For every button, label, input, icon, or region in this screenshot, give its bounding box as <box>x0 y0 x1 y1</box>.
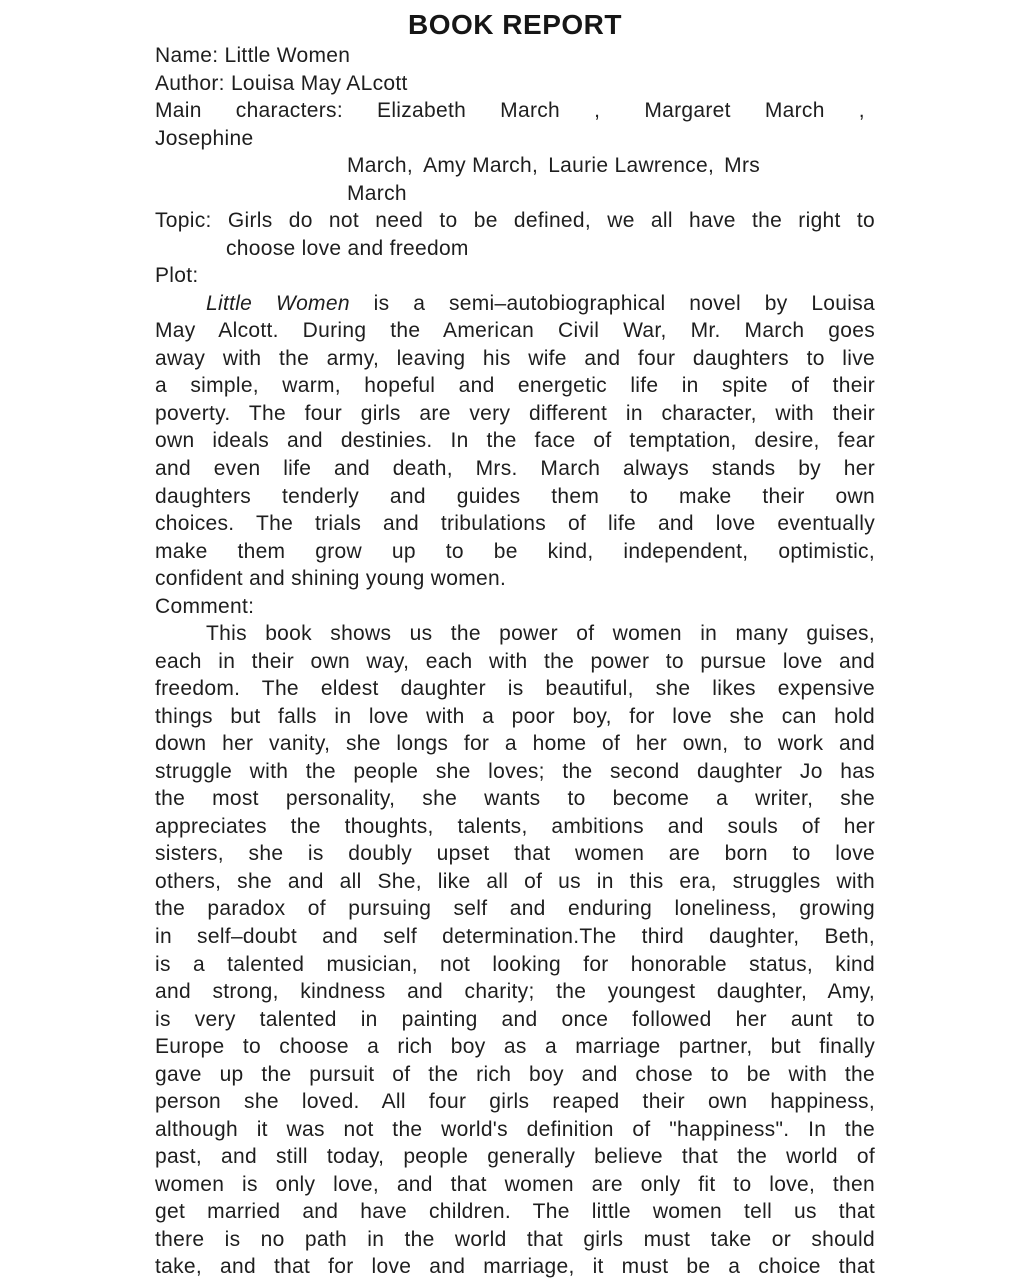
comment-label: Comment: <box>155 594 255 618</box>
comment-line-19: although it was not the world's definition of "happiness". In the <box>155 1117 875 1141</box>
name-field: Name: Little Women <box>155 44 351 67</box>
enumeration-comma: , <box>707 154 715 178</box>
plot-line-3: away with the army, leaving his wife and four daughters to live <box>155 346 875 370</box>
comment-line-14: and strong, kindness and charity; the youngest daughter, Amy, <box>155 980 875 1004</box>
comment-line-10: others, she and all She, like all of us in this era, struggles with <box>155 869 875 893</box>
characters-line-4: March <box>347 181 407 205</box>
characters-line-3: March, Amy March, Laurie Lawrence, Mrs <box>347 154 761 178</box>
comment-line-1: This book shows us the power of women in many guises, <box>206 622 875 646</box>
report-title: BOOK REPORT <box>408 9 622 40</box>
plot-line-9: choices. The trials and tribulations of life and love eventually <box>155 512 875 536</box>
plot-line-8: daughters tenderly and guides them to make their own <box>155 484 875 508</box>
comment-line-4: things but falls in love with a poor boy, for love she can hold <box>155 704 875 728</box>
comment-line-17: gave up the pursuit of the rich boy and chose to be with the <box>155 1062 875 1086</box>
enumeration-comma: , <box>531 154 539 178</box>
report-body <box>155 42 875 1281</box>
comment-line-18: person she loved. All four girls reaped their own happiness, <box>155 1090 875 1114</box>
plot-line-11: confident and shining young women. <box>155 567 507 591</box>
plot-line-4: a simple, warm, hopeful and energetic life in spite of their <box>155 374 875 398</box>
characters-line-2: Josephine <box>155 126 254 150</box>
comment-line-15: is very talented in painting and once followed her aunt to <box>155 1007 875 1031</box>
comment-line-9: sisters, she is doubly upset that women are born to love <box>155 842 875 866</box>
comment-line-3: freedom. The eldest daughter is beautiful, she likes expensive <box>155 677 875 701</box>
comment-line-11: the paradox of pursuing self and enduring loneliness, growing <box>155 897 875 921</box>
comment-line-16: Europe to choose a rich boy as a marriage partner, but finally <box>155 1035 875 1059</box>
enumeration-comma: , <box>858 99 865 123</box>
comment-line-12: in self–doubt and self determination.The third daughter, Beth, <box>155 925 875 948</box>
plot-line-6: own ideals and destinies. In the face of temptation, desire, fear <box>155 429 875 453</box>
comment-line-13: is a talented musician, not looking for honorable status, kind <box>155 952 875 976</box>
enumeration-comma: , <box>594 99 601 123</box>
plot-line-7: and even life and death, Mrs. March always stands by her <box>155 456 875 480</box>
plot-line-5: poverty. The four girls are very different in character, with their <box>155 401 875 425</box>
plot-label: Plot: <box>155 264 199 288</box>
topic-line-2: choose love and freedom <box>226 236 469 260</box>
enumeration-comma: , <box>406 154 413 178</box>
comment-line-6: struggle with the people she loves; the second daughter Jo has <box>155 759 875 783</box>
plot-line-10: make them grow up to be kind, independent, optimistic, <box>155 539 875 563</box>
comment-line-5: down her vanity, she longs for a home of her own, to work and <box>155 732 875 756</box>
comment-line-23: there is no path in the world that girls must take or should <box>155 1227 875 1251</box>
book-title-italic: Little Women <box>206 291 350 315</box>
comment-line-2: each in their own way, each with the power to pursue love and <box>155 649 875 673</box>
comment-line-8: appreciates the thoughts, talents, ambitions and souls of her <box>155 814 875 838</box>
author-field: Author: Louisa May ALcott <box>155 71 408 95</box>
plot-line-1: Little Women is a semi–autobiographical novel by Louisa <box>206 291 875 315</box>
comment-line-21: women is only love, and that women are only fit to love, then <box>155 1172 875 1196</box>
characters-line-1: Main characters: Elizabeth March , Margaret March , <box>155 99 865 123</box>
plot-line-2: May Alcott. During the American Civil War, Mr. March goes <box>155 319 875 343</box>
comment-line-20: past, and still today, people generally believe that the world of <box>155 1145 875 1169</box>
comment-line-22: get married and have children. The little women tell us that <box>155 1200 875 1224</box>
comment-line-7: the most personality, she wants to become a writer, she <box>155 787 875 811</box>
topic-line-1: Topic: Girls do not need to be defined, we all have the right to <box>155 209 875 233</box>
comment-line-24: take, and that for love and marriage, it must be a choice that <box>155 1255 875 1279</box>
